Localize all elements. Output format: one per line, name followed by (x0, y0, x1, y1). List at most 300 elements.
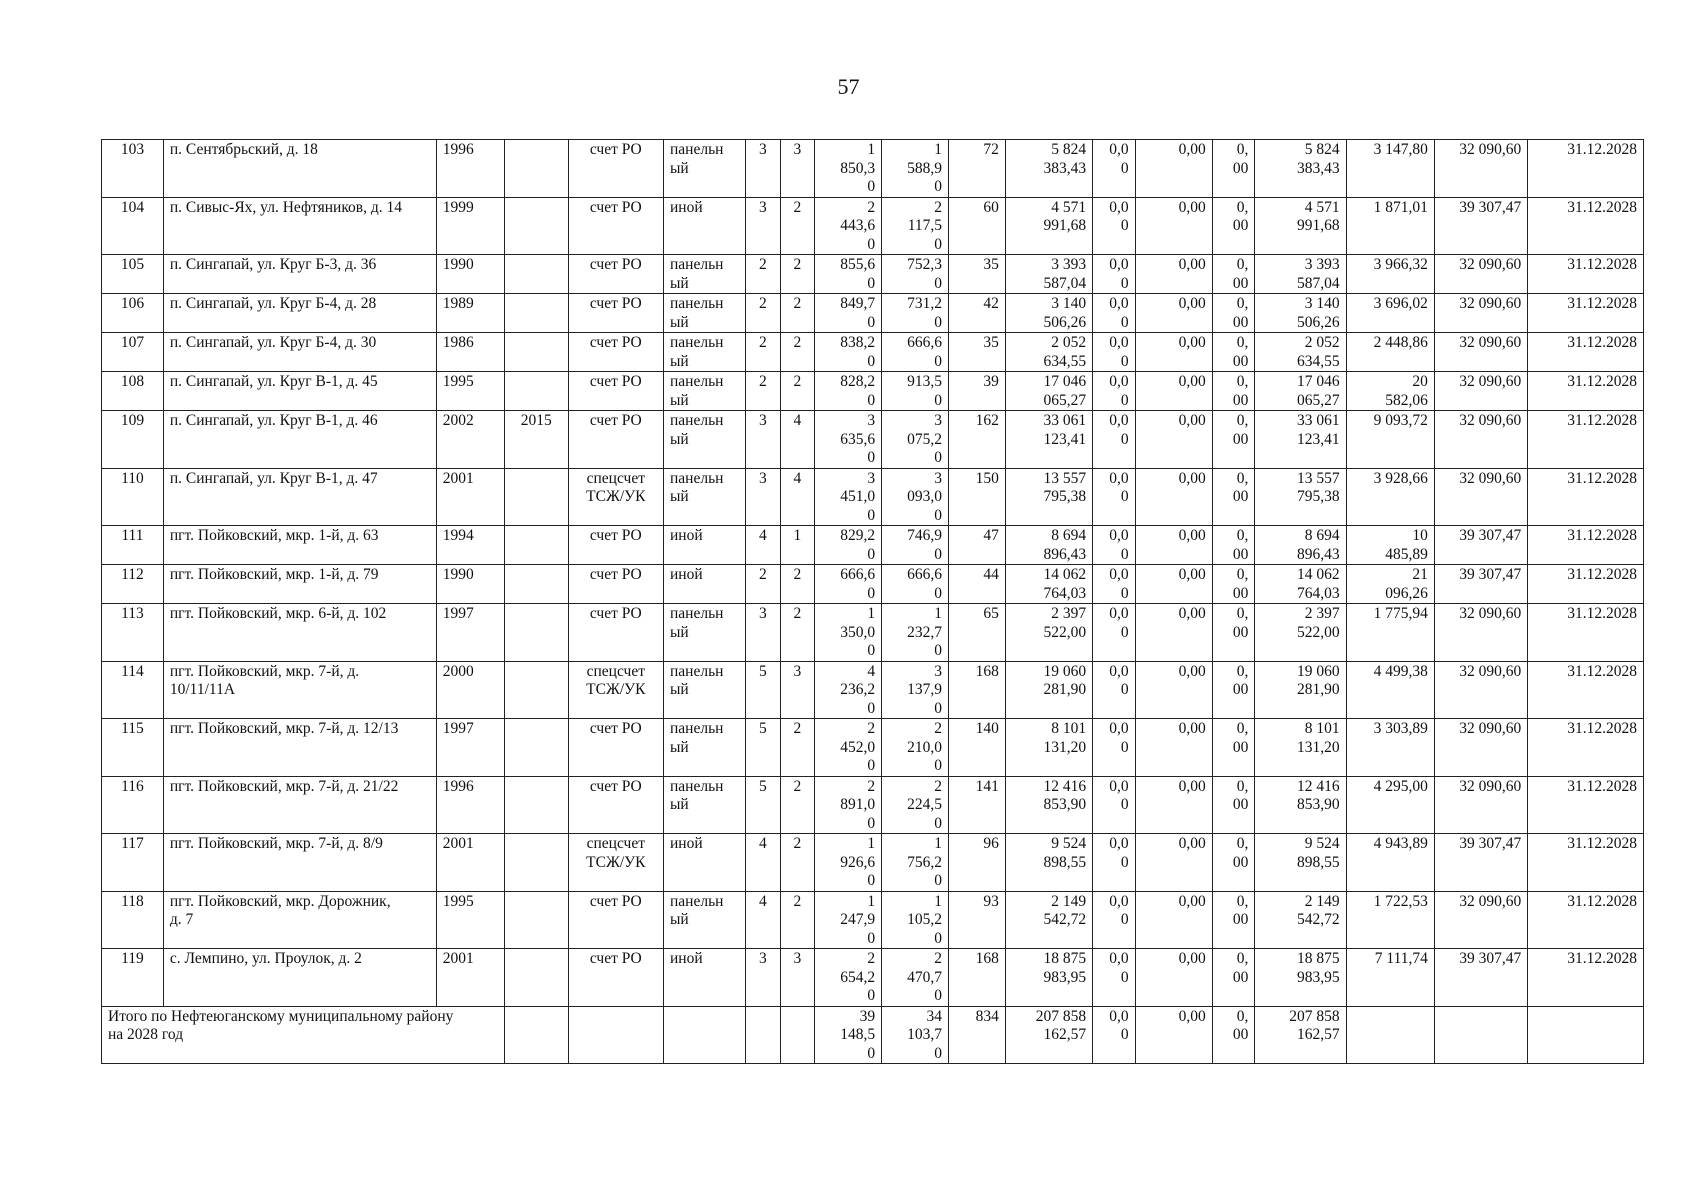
cell-num: 118 (102, 891, 164, 949)
total-empty-cell (568, 1006, 663, 1064)
cell-c13: 0, 00 (1212, 333, 1255, 372)
cell-date: 31.12.2028 (1528, 834, 1644, 892)
cell-area-liv: 2 210,0 0 (882, 719, 949, 777)
cell-date: 31.12.2028 (1528, 372, 1644, 411)
cell-c15: 1 775,94 (1346, 604, 1434, 662)
cell-num: 119 (102, 949, 164, 1007)
cell-c16: 32 090,60 (1434, 661, 1527, 719)
cell-num: 109 (102, 411, 164, 469)
cell-c12: 0,00 (1135, 255, 1212, 294)
cell-area-liv: 746,9 0 (882, 526, 949, 565)
cell-cost: 18 875 983,95 (1005, 949, 1092, 1007)
cell-date: 31.12.2028 (1528, 526, 1644, 565)
cell-c12: 0,00 (1135, 719, 1212, 777)
table-row (102, 255, 1644, 294)
cell-area-liv: 666,6 0 (882, 333, 949, 372)
cell-entr: 2 (780, 565, 814, 604)
cell-c16: 32 090,60 (1434, 294, 1527, 333)
cell-people: 44 (949, 565, 1006, 604)
total-empty-cell (1434, 1006, 1527, 1064)
cell-addr: пгт. Пойковский, мкр. 1-й, д. 79 (163, 565, 436, 604)
cell-wall: панельн ый (664, 468, 746, 526)
cell-entr: 4 (780, 411, 814, 469)
cell-c15: 2 448,86 (1346, 333, 1434, 372)
cell-people: 65 (949, 604, 1006, 662)
cell-year-rec (504, 294, 568, 333)
cell-c11: 0,0 0 (1093, 468, 1136, 526)
cell-cost: 19 060 281,90 (1005, 661, 1092, 719)
cell-area-total: 829,2 0 (815, 526, 882, 565)
cell-entr: 1 (780, 526, 814, 565)
cell-fund: счет РО (568, 565, 663, 604)
cell-fund: счет РО (568, 140, 663, 198)
cell-c11: 0,0 0 (1093, 949, 1136, 1007)
cell-addr: пгт. Пойковский, мкр. 6-й, д. 102 (163, 604, 436, 662)
cell-area-total: 849,7 0 (815, 294, 882, 333)
cell-addr: пгт. Пойковский, мкр. 7-й, д. 12/13 (163, 719, 436, 777)
cell-floors: 2 (746, 565, 780, 604)
cell-c13: 0, 00 (1212, 565, 1255, 604)
cell-date: 31.12.2028 (1528, 255, 1644, 294)
cell-addr: п. Сингапай, ул. Круг Б-4, д. 30 (163, 333, 436, 372)
cell-fund: счет РО (568, 949, 663, 1007)
total-empty-cell (1528, 1006, 1644, 1064)
table-row (102, 661, 1644, 719)
cell-area-total: 828,2 0 (815, 372, 882, 411)
cell-c11: 0,0 0 (1093, 140, 1136, 198)
cell-fund: счет РО (568, 197, 663, 255)
cell-people: 168 (949, 661, 1006, 719)
cell-fund: счет РО (568, 719, 663, 777)
cell-people: 42 (949, 294, 1006, 333)
cell-entr: 2 (780, 333, 814, 372)
cell-c12: 0,00 (1135, 333, 1212, 372)
cell-c14: 2 052 634,55 (1255, 333, 1346, 372)
cell-c16: 39 307,47 (1434, 834, 1527, 892)
cell-entr: 3 (780, 140, 814, 198)
cell-c14: 13 557 795,38 (1255, 468, 1346, 526)
cell-num: 113 (102, 604, 164, 662)
cell-year-rec (504, 468, 568, 526)
cell-num: 104 (102, 197, 164, 255)
cell-entr: 2 (780, 776, 814, 834)
cell-c13: 0, 00 (1212, 949, 1255, 1007)
cell-addr: пгт. Пойковский, мкр. 1-й, д. 63 (163, 526, 436, 565)
cell-wall: иной (664, 197, 746, 255)
cell-fund: счет РО (568, 372, 663, 411)
cell-floors: 2 (746, 333, 780, 372)
cell-c11: 0,0 0 (1093, 294, 1136, 333)
table-row (102, 776, 1644, 834)
cell-c16: 39 307,47 (1434, 197, 1527, 255)
cell-floors: 4 (746, 526, 780, 565)
cell-area-liv: 3 075,2 0 (882, 411, 949, 469)
total-area-liv: 34 103,7 0 (882, 1006, 949, 1064)
cell-cost: 4 571 991,68 (1005, 197, 1092, 255)
cell-year: 1990 (436, 565, 504, 604)
cell-c13: 0, 00 (1212, 197, 1255, 255)
page-number: 57 (837, 74, 860, 99)
table-row (102, 294, 1644, 333)
cell-people: 35 (949, 333, 1006, 372)
cell-floors: 3 (746, 468, 780, 526)
cell-num: 108 (102, 372, 164, 411)
cell-c12: 0,00 (1135, 661, 1212, 719)
cell-floors: 3 (746, 411, 780, 469)
cell-c15: 21 096,26 (1346, 565, 1434, 604)
cell-c14: 19 060 281,90 (1255, 661, 1346, 719)
cell-c13: 0, 00 (1212, 468, 1255, 526)
cell-c13: 0, 00 (1212, 255, 1255, 294)
cell-date: 31.12.2028 (1528, 140, 1644, 198)
cell-c11: 0,0 0 (1093, 565, 1136, 604)
cell-entr: 2 (780, 255, 814, 294)
cell-c12: 0,00 (1135, 776, 1212, 834)
cell-area-liv: 666,6 0 (882, 565, 949, 604)
cell-year: 1989 (436, 294, 504, 333)
cell-addr: п. Сингапай, ул. Круг Б-4, д. 28 (163, 294, 436, 333)
cell-floors: 2 (746, 255, 780, 294)
cell-c13: 0, 00 (1212, 294, 1255, 333)
cell-addr: п. Сингапай, ул. Круг В-1, д. 45 (163, 372, 436, 411)
table-row (102, 526, 1644, 565)
table-row (102, 333, 1644, 372)
cell-people: 93 (949, 891, 1006, 949)
cell-year: 1995 (436, 372, 504, 411)
cell-year: 1986 (436, 333, 504, 372)
total-area-total: 39 148,5 0 (815, 1006, 882, 1064)
cell-entr: 2 (780, 197, 814, 255)
cell-cost: 13 557 795,38 (1005, 468, 1092, 526)
cell-area-total: 2 452,0 0 (815, 719, 882, 777)
cell-wall: панельн ый (664, 255, 746, 294)
cell-people: 162 (949, 411, 1006, 469)
cell-c13: 0, 00 (1212, 719, 1255, 777)
cell-c16: 32 090,60 (1434, 719, 1527, 777)
cell-year-rec (504, 949, 568, 1007)
cell-cost: 8 101 131,20 (1005, 719, 1092, 777)
cell-c11: 0,0 0 (1093, 776, 1136, 834)
cell-c16: 32 090,60 (1434, 255, 1527, 294)
cell-floors: 2 (746, 294, 780, 333)
cell-date: 31.12.2028 (1528, 719, 1644, 777)
cell-floors: 5 (746, 776, 780, 834)
cell-year-rec (504, 526, 568, 565)
cell-area-total: 838,2 0 (815, 333, 882, 372)
cell-area-total: 2 654,2 0 (815, 949, 882, 1007)
cell-year-rec (504, 604, 568, 662)
cell-year: 1994 (436, 526, 504, 565)
cell-c13: 0, 00 (1212, 140, 1255, 198)
cell-fund: счет РО (568, 255, 663, 294)
cell-addr: п. Сивыс-Ях, ул. Нефтяников, д. 14 (163, 197, 436, 255)
cell-floors: 4 (746, 834, 780, 892)
cell-c15: 7 111,74 (1346, 949, 1434, 1007)
cell-c15: 3 696,02 (1346, 294, 1434, 333)
cell-date: 31.12.2028 (1528, 661, 1644, 719)
cell-c15: 1 722,53 (1346, 891, 1434, 949)
cell-c12: 0,00 (1135, 197, 1212, 255)
cell-addr: п. Сентябрьский, д. 18 (163, 140, 436, 198)
cell-wall: панельн ый (664, 604, 746, 662)
cell-c16: 32 090,60 (1434, 372, 1527, 411)
cell-date: 31.12.2028 (1528, 604, 1644, 662)
cell-c15: 9 093,72 (1346, 411, 1434, 469)
cell-floors: 2 (746, 372, 780, 411)
table-row (102, 719, 1644, 777)
cell-wall: панельн ый (664, 719, 746, 777)
cell-c11: 0,0 0 (1093, 834, 1136, 892)
cell-date: 31.12.2028 (1528, 891, 1644, 949)
table-row (102, 197, 1644, 255)
cell-people: 35 (949, 255, 1006, 294)
cell-cost: 5 824 383,43 (1005, 140, 1092, 198)
cell-c14: 5 824 383,43 (1255, 140, 1346, 198)
cell-c12: 0,00 (1135, 526, 1212, 565)
cell-entr: 2 (780, 891, 814, 949)
cell-year-rec (504, 255, 568, 294)
total-c13: 0, 00 (1212, 1006, 1255, 1064)
cell-c11: 0,0 0 (1093, 197, 1136, 255)
cell-year: 2001 (436, 468, 504, 526)
cell-wall: панельн ый (664, 372, 746, 411)
cell-c15: 10 485,89 (1346, 526, 1434, 565)
cell-floors: 3 (746, 604, 780, 662)
cell-c12: 0,00 (1135, 565, 1212, 604)
cell-c16: 39 307,47 (1434, 949, 1527, 1007)
cell-people: 168 (949, 949, 1006, 1007)
total-row (102, 1006, 1644, 1064)
cell-c14: 2 397 522,00 (1255, 604, 1346, 662)
housing-repair-table (101, 139, 1644, 1064)
cell-area-liv: 2 117,5 0 (882, 197, 949, 255)
cell-year-rec (504, 776, 568, 834)
total-people: 834 (949, 1006, 1006, 1064)
total-empty-cell (504, 1006, 568, 1064)
cell-c14: 8 101 131,20 (1255, 719, 1346, 777)
cell-fund: счет РО (568, 411, 663, 469)
cell-c15: 1 871,01 (1346, 197, 1434, 255)
cell-num: 117 (102, 834, 164, 892)
cell-year: 2002 (436, 411, 504, 469)
total-empty-cell (664, 1006, 746, 1064)
cell-c11: 0,0 0 (1093, 372, 1136, 411)
cell-c11: 0,0 0 (1093, 411, 1136, 469)
cell-c12: 0,00 (1135, 411, 1212, 469)
cell-people: 60 (949, 197, 1006, 255)
cell-c16: 32 090,60 (1434, 140, 1527, 198)
cell-num: 107 (102, 333, 164, 372)
cell-c11: 0,0 0 (1093, 719, 1136, 777)
cell-addr: п. Сингапай, ул. Круг Б-3, д. 36 (163, 255, 436, 294)
cell-c14: 9 524 898,55 (1255, 834, 1346, 892)
cell-area-total: 2 443,6 0 (815, 197, 882, 255)
cell-year-rec (504, 140, 568, 198)
cell-year-rec (504, 661, 568, 719)
cell-addr: п. Сингапай, ул. Круг В-1, д. 47 (163, 468, 436, 526)
cell-people: 140 (949, 719, 1006, 777)
cell-date: 31.12.2028 (1528, 565, 1644, 604)
cell-year-rec (504, 719, 568, 777)
cell-c13: 0, 00 (1212, 776, 1255, 834)
cell-floors: 5 (746, 661, 780, 719)
cell-c11: 0,0 0 (1093, 333, 1136, 372)
cell-c13: 0, 00 (1212, 834, 1255, 892)
cell-c11: 0,0 0 (1093, 661, 1136, 719)
cell-people: 39 (949, 372, 1006, 411)
cell-floors: 5 (746, 719, 780, 777)
table-row (102, 140, 1644, 198)
cell-c13: 0, 00 (1212, 526, 1255, 565)
cell-people: 47 (949, 526, 1006, 565)
cell-cost: 14 062 764,03 (1005, 565, 1092, 604)
cell-area-liv: 3 137,9 0 (882, 661, 949, 719)
cell-cost: 3 140 506,26 (1005, 294, 1092, 333)
cell-entr: 2 (780, 604, 814, 662)
table-row (102, 565, 1644, 604)
cell-date: 31.12.2028 (1528, 197, 1644, 255)
cell-c12: 0,00 (1135, 834, 1212, 892)
cell-year: 2000 (436, 661, 504, 719)
cell-area-total: 855,6 0 (815, 255, 882, 294)
cell-wall: панельн ый (664, 333, 746, 372)
cell-area-liv: 731,2 0 (882, 294, 949, 333)
cell-c12: 0,00 (1135, 140, 1212, 198)
cell-floors: 3 (746, 140, 780, 198)
cell-num: 116 (102, 776, 164, 834)
cell-c16: 32 090,60 (1434, 333, 1527, 372)
cell-c15: 3 966,32 (1346, 255, 1434, 294)
cell-wall: иной (664, 526, 746, 565)
cell-c12: 0,00 (1135, 604, 1212, 662)
cell-fund: счет РО (568, 891, 663, 949)
cell-cost: 2 149 542,72 (1005, 891, 1092, 949)
table-row (102, 468, 1644, 526)
cell-date: 31.12.2028 (1528, 294, 1644, 333)
cell-area-total: 1 247,9 0 (815, 891, 882, 949)
cell-entr: 2 (780, 294, 814, 333)
cell-c11: 0,0 0 (1093, 891, 1136, 949)
cell-c14: 3 393 587,04 (1255, 255, 1346, 294)
cell-num: 106 (102, 294, 164, 333)
cell-area-total: 1 350,0 0 (815, 604, 882, 662)
cell-fund: спецсчет ТСЖ/УК (568, 834, 663, 892)
cell-floors: 3 (746, 197, 780, 255)
cell-c11: 0,0 0 (1093, 526, 1136, 565)
cell-c14: 4 571 991,68 (1255, 197, 1346, 255)
cell-num: 114 (102, 661, 164, 719)
cell-floors: 3 (746, 949, 780, 1007)
cell-c13: 0, 00 (1212, 411, 1255, 469)
cell-area-liv: 2 470,7 0 (882, 949, 949, 1007)
cell-addr: пгт. Пойковский, мкр. 7-й, д. 8/9 (163, 834, 436, 892)
cell-fund: счет РО (568, 776, 663, 834)
cell-addr: с. Лемпино, ул. Проулок, д. 2 (163, 949, 436, 1007)
cell-fund: счет РО (568, 333, 663, 372)
cell-year-rec (504, 197, 568, 255)
cell-num: 111 (102, 526, 164, 565)
table-row (102, 891, 1644, 949)
cell-entr: 3 (780, 661, 814, 719)
cell-c13: 0, 00 (1212, 604, 1255, 662)
cell-c13: 0, 00 (1212, 372, 1255, 411)
cell-year: 1997 (436, 604, 504, 662)
cell-cost: 17 046 065,27 (1005, 372, 1092, 411)
cell-cost: 2 052 634,55 (1005, 333, 1092, 372)
cell-c11: 0,0 0 (1093, 255, 1136, 294)
cell-c12: 0,00 (1135, 468, 1212, 526)
cell-wall: панельн ый (664, 776, 746, 834)
cell-area-liv: 1 588,9 0 (882, 140, 949, 198)
cell-area-liv: 752,3 0 (882, 255, 949, 294)
cell-people: 150 (949, 468, 1006, 526)
cell-c12: 0,00 (1135, 949, 1212, 1007)
table-row (102, 834, 1644, 892)
total-c14: 207 858 162,57 (1255, 1006, 1346, 1064)
cell-area-liv: 1 105,2 0 (882, 891, 949, 949)
cell-c16: 32 090,60 (1434, 468, 1527, 526)
cell-date: 31.12.2028 (1528, 949, 1644, 1007)
cell-num: 105 (102, 255, 164, 294)
cell-wall: иной (664, 834, 746, 892)
total-cost: 207 858 162,57 (1005, 1006, 1092, 1064)
cell-date: 31.12.2028 (1528, 468, 1644, 526)
cell-date: 31.12.2028 (1528, 411, 1644, 469)
cell-c11: 0,0 0 (1093, 604, 1136, 662)
cell-wall: панельн ый (664, 661, 746, 719)
table-row (102, 604, 1644, 662)
cell-entr: 2 (780, 372, 814, 411)
cell-entr: 4 (780, 468, 814, 526)
cell-addr: пгт. Пойковский, мкр. 7-й, д. 10/11/11А (163, 661, 436, 719)
total-empty-cell (1346, 1006, 1434, 1064)
cell-year-rec (504, 891, 568, 949)
cell-c15: 20 582,06 (1346, 372, 1434, 411)
table-row (102, 949, 1644, 1007)
table-row (102, 411, 1644, 469)
cell-fund: спецсчет ТСЖ/УК (568, 468, 663, 526)
table-row (102, 372, 1644, 411)
total-empty-cell (746, 1006, 780, 1064)
cell-num: 110 (102, 468, 164, 526)
cell-c14: 18 875 983,95 (1255, 949, 1346, 1007)
cell-fund: счет РО (568, 294, 663, 333)
cell-people: 96 (949, 834, 1006, 892)
cell-entr: 2 (780, 719, 814, 777)
cell-area-liv: 2 224,5 0 (882, 776, 949, 834)
cell-people: 141 (949, 776, 1006, 834)
cell-year-rec (504, 565, 568, 604)
cell-year: 2001 (436, 834, 504, 892)
cell-c14: 2 149 542,72 (1255, 891, 1346, 949)
cell-c14: 17 046 065,27 (1255, 372, 1346, 411)
cell-cost: 9 524 898,55 (1005, 834, 1092, 892)
cell-area-total: 2 891,0 0 (815, 776, 882, 834)
cell-area-total: 3 635,6 0 (815, 411, 882, 469)
cell-c15: 3 147,80 (1346, 140, 1434, 198)
cell-num: 115 (102, 719, 164, 777)
cell-cost: 3 393 587,04 (1005, 255, 1092, 294)
cell-cost: 12 416 853,90 (1005, 776, 1092, 834)
cell-c15: 3 303,89 (1346, 719, 1434, 777)
cell-year: 1999 (436, 197, 504, 255)
cell-c16: 32 090,60 (1434, 891, 1527, 949)
cell-wall: иной (664, 949, 746, 1007)
cell-fund: счет РО (568, 526, 663, 565)
cell-area-total: 1 850,3 0 (815, 140, 882, 198)
cell-addr: пгт. Пойковский, мкр. Дорожник, д. 7 (163, 891, 436, 949)
cell-year: 1990 (436, 255, 504, 294)
